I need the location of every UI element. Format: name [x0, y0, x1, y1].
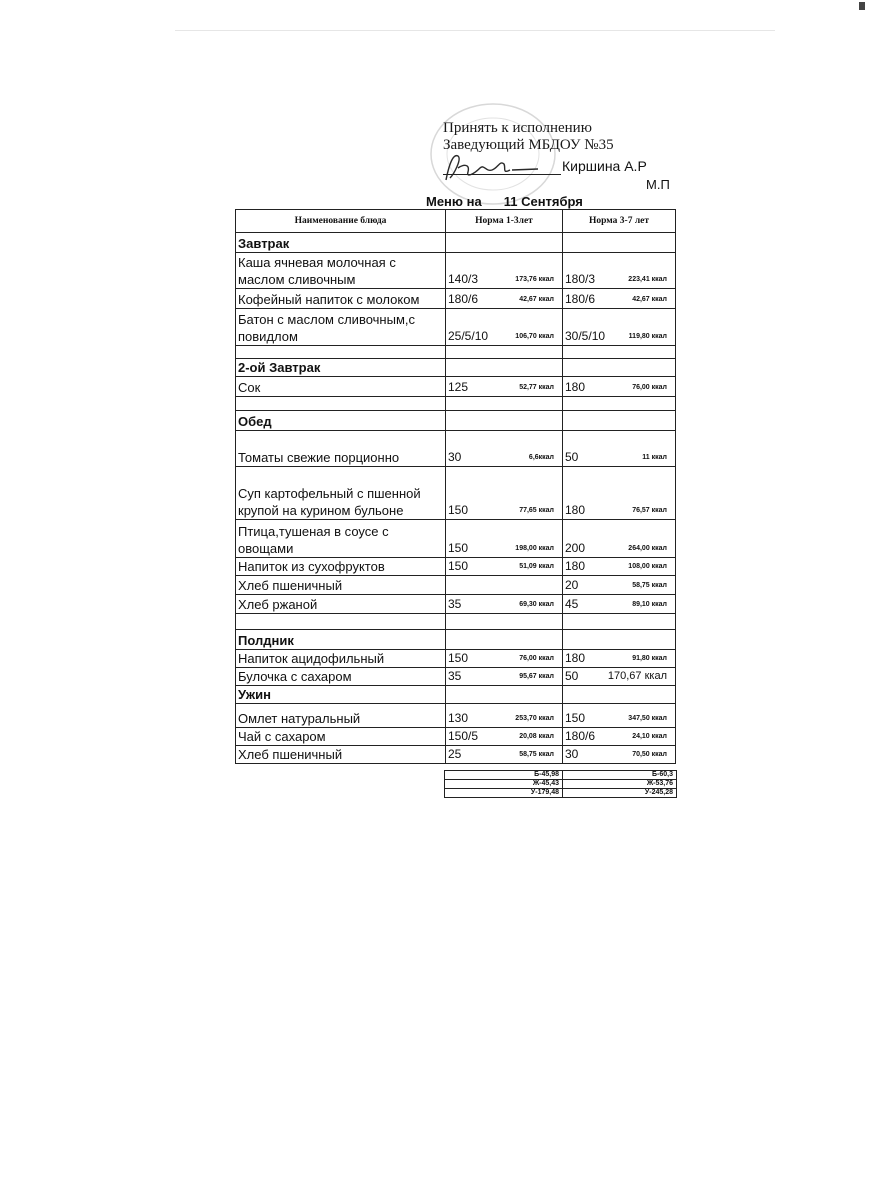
kcal-1-3: 42,67 ккал: [519, 296, 554, 303]
kcal-1-3: 76,00 ккал: [519, 655, 554, 662]
dish-name: Напиток ацидофильный: [236, 650, 446, 668]
norm-3-7-cell: [563, 704, 676, 728]
signer-name: Киршина А.Р: [562, 158, 647, 174]
portion-3-7: 180/3: [565, 272, 596, 286]
menu-heading: [426, 194, 583, 209]
portion-3-7: 180/6: [565, 292, 596, 306]
kcal-3-7: 70,50 ккал: [632, 751, 667, 758]
empty-cell: [563, 233, 676, 253]
kcal-3-7: 76,57 ккал: [632, 507, 667, 514]
norm-3-7-cell: [563, 309, 676, 346]
section-title: Полдник: [236, 630, 446, 650]
portion-3-7: 180: [565, 559, 586, 573]
empty-cell: [446, 686, 563, 704]
total-1-3: У-179,48: [445, 789, 563, 798]
kcal-1-3: 51,09 ккал: [519, 563, 554, 570]
norm-3-7-cell: [563, 558, 676, 576]
section-row: [236, 359, 676, 377]
portion-1-3: 150: [448, 651, 469, 665]
dish-row: [236, 431, 676, 467]
empty-cell: [563, 630, 676, 650]
norm-3-7-cell: [563, 595, 676, 614]
portion-3-7: 180: [565, 503, 586, 517]
empty-cell: [446, 630, 563, 650]
portion-3-7: 150: [565, 711, 586, 725]
norm-3-7-cell: [563, 746, 676, 764]
norm-1-3-cell: [446, 746, 563, 764]
dish-row: [236, 520, 676, 558]
dish-row: [236, 704, 676, 728]
portion-1-3: 125: [448, 380, 469, 394]
dish-name: Томаты свежие порционно: [236, 431, 446, 467]
section-title: Обед: [236, 411, 446, 431]
kcal-3-7: 42,67 ккал: [632, 296, 667, 303]
kcal-1-3: 52,77 ккал: [519, 384, 554, 391]
kcal-1-3: 77,65 ккал: [519, 507, 554, 514]
dish-row: [236, 309, 676, 346]
kcal-3-7: 76,00 ккал: [632, 384, 667, 391]
norm-3-7-cell: [563, 650, 676, 668]
portion-3-7: 30: [565, 747, 579, 761]
header-dish-name: Наименование блюда: [236, 210, 446, 233]
kcal-1-3: 95,67 ккал: [519, 673, 554, 680]
norm-1-3-cell: [446, 289, 563, 309]
dish-row: [236, 558, 676, 576]
empty-cell: [563, 397, 676, 411]
norm-3-7-cell: [563, 431, 676, 467]
norm-1-3-cell: [446, 309, 563, 346]
portion-3-7: 180/6: [565, 729, 596, 743]
scan-edge-line: [175, 30, 775, 31]
kcal-1-3: 253,70 ккал: [515, 715, 554, 722]
norm-1-3-cell: [446, 520, 563, 558]
dish-row: [236, 728, 676, 746]
totals-row: [445, 780, 677, 789]
kcal-3-7: 91,80 ккал: [632, 655, 667, 662]
kcal-1-3: 58,75 ккал: [519, 751, 554, 758]
kcal-3-7: 223,41 ккал: [628, 276, 667, 283]
dish-row: [236, 253, 676, 289]
section-row: [236, 411, 676, 431]
dish-name: Каша ячневая молочная с маслом сливочным: [236, 253, 446, 289]
total-3-7: У-245,28: [563, 789, 677, 798]
norm-1-3-cell: [446, 576, 563, 595]
norm-1-3-cell: [446, 728, 563, 746]
kcal-3-7: 119,80 ккал: [628, 333, 667, 340]
portion-3-7: 180: [565, 380, 586, 394]
portion-1-3: 150: [448, 559, 469, 573]
dish-row: [236, 650, 676, 668]
scan-corner-mark: [859, 2, 865, 10]
dish-name: Кофейный напиток с молоком: [236, 289, 446, 309]
section-title: Завтрак: [236, 233, 446, 253]
portion-1-3: 35: [448, 597, 462, 611]
section-title: 2-ой Завтрак: [236, 359, 446, 377]
empty-cell: [563, 359, 676, 377]
kcal-1-3: 198,00 ккал: [515, 545, 554, 552]
kcal-3-7: 108,00 ккал: [628, 563, 667, 570]
dish-row: [236, 595, 676, 614]
portion-1-3: 140/3: [448, 272, 479, 286]
section-row: [236, 686, 676, 704]
portion-1-3: 25: [448, 747, 462, 761]
dish-name: Батон с маслом сливочным,с повидлом: [236, 309, 446, 346]
empty-cell: [446, 359, 563, 377]
totals-row: [445, 789, 677, 798]
empty-cell: [446, 614, 563, 630]
dish-name: Омлет натуральный: [236, 704, 446, 728]
norm-1-3-cell: [446, 595, 563, 614]
section-row: [236, 233, 676, 253]
spacer-row: [236, 614, 676, 630]
seal-place-label: М.П: [646, 177, 670, 192]
approval-line-1: Принять к исполнению: [443, 120, 592, 136]
empty-cell: [446, 346, 563, 359]
portion-3-7: 200: [565, 541, 586, 555]
total-1-3: Б-45,98: [445, 771, 563, 780]
portion-1-3: 180/6: [448, 292, 479, 306]
norm-1-3-cell: [446, 467, 563, 520]
norm-1-3-cell: [446, 668, 563, 686]
table-header-row: [236, 210, 676, 233]
handwritten-signature-image: [440, 150, 550, 185]
header-norm-3-7: Норма 3-7 лет: [563, 210, 676, 233]
empty-cell: [563, 686, 676, 704]
norm-1-3-cell: [446, 377, 563, 397]
dish-row: [236, 289, 676, 309]
empty-cell: [446, 397, 563, 411]
dish-name: Хлеб пшеничный: [236, 746, 446, 764]
kcal-1-3: 106,70 ккал: [515, 333, 554, 340]
approval-line-2: Заведующий МБДОУ №35: [443, 137, 614, 153]
dish-row: [236, 467, 676, 520]
menu-date: 11 Сентября: [503, 194, 583, 209]
portion-1-3: 150: [448, 503, 469, 517]
header-norm-1-3: Норма 1-3лет: [446, 210, 563, 233]
kcal-1-3: 173,76 ккал: [515, 276, 554, 283]
spacer-row: [236, 397, 676, 411]
norm-3-7-cell: [563, 377, 676, 397]
portion-1-3: 35: [448, 669, 462, 683]
kcal-1-3: 69,30 ккал: [519, 601, 554, 608]
empty-cell: [563, 346, 676, 359]
dish-name: Напиток из сухофруктов: [236, 558, 446, 576]
kcal-3-7: 264,00 ккал: [628, 545, 667, 552]
total-3-7: Б-60,3: [563, 771, 677, 780]
total-3-7: Ж-53,76: [563, 780, 677, 789]
menu-title: Меню на: [426, 194, 482, 209]
portion-3-7: 50: [565, 450, 579, 464]
portion-1-3: 130: [448, 711, 469, 725]
norm-3-7-cell: [563, 668, 676, 686]
norm-3-7-cell: [563, 576, 676, 595]
total-1-3: Ж-45,43: [445, 780, 563, 789]
kcal-3-7: 58,75 ккал: [632, 582, 667, 589]
portion-3-7: 50: [565, 669, 579, 683]
empty-cell: [446, 411, 563, 431]
dish-row: [236, 576, 676, 595]
norm-3-7-cell: [563, 253, 676, 289]
totals-row: [445, 771, 677, 780]
dish-name: Булочка с сахаром: [236, 668, 446, 686]
empty-cell: [563, 614, 676, 630]
menu-table: [235, 209, 676, 764]
portion-3-7: 20: [565, 578, 579, 592]
norm-3-7-cell: [563, 467, 676, 520]
kcal-3-7: 347,50 ккал: [628, 715, 667, 722]
portion-3-7: 30/5/10: [565, 329, 606, 343]
dish-name: Сок: [236, 377, 446, 397]
dish-name: Хлеб ржаной: [236, 595, 446, 614]
norm-3-7-cell: [563, 289, 676, 309]
dish-name: Птица,тушеная в соусе с овощами: [236, 520, 446, 558]
portion-3-7: 45: [565, 597, 579, 611]
norm-1-3-cell: [446, 558, 563, 576]
dish-row: [236, 746, 676, 764]
empty-cell: [236, 397, 446, 411]
kcal-3-7: 24,10 ккал: [632, 733, 667, 740]
approval-block: [443, 120, 614, 154]
dish-name: Хлеб пшеничный: [236, 576, 446, 595]
kcal-3-7: 170,67 ккал: [607, 670, 667, 682]
empty-cell: [236, 614, 446, 630]
portion-3-7: 180: [565, 651, 586, 665]
kcal-3-7: 11 ккал: [642, 454, 667, 461]
norm-1-3-cell: [446, 650, 563, 668]
dish-row: [236, 377, 676, 397]
portion-1-3: 25/5/10: [448, 329, 489, 343]
empty-cell: [236, 346, 446, 359]
kcal-1-3: 20,08 ккал: [519, 733, 554, 740]
empty-cell: [446, 233, 563, 253]
dish-name: Суп картофельный с пшенной крупой на курином бульоне: [236, 467, 446, 520]
norm-3-7-cell: [563, 520, 676, 558]
section-row: [236, 630, 676, 650]
portion-1-3: 30: [448, 450, 462, 464]
norm-3-7-cell: [563, 728, 676, 746]
kcal-3-7: 89,10 ккал: [632, 601, 667, 608]
signature-underline: [443, 174, 561, 175]
portion-1-3: 150: [448, 541, 469, 555]
spacer-row: [236, 346, 676, 359]
norm-1-3-cell: [446, 431, 563, 467]
norm-1-3-cell: [446, 704, 563, 728]
section-title: Ужин: [236, 686, 446, 704]
nutrition-totals: [444, 770, 677, 798]
dish-row: [236, 668, 676, 686]
empty-cell: [563, 411, 676, 431]
kcal-1-3: 6,6ккал: [528, 454, 554, 461]
portion-1-3: 150/5: [448, 729, 479, 743]
dish-name: Чай с сахаром: [236, 728, 446, 746]
norm-1-3-cell: [446, 253, 563, 289]
